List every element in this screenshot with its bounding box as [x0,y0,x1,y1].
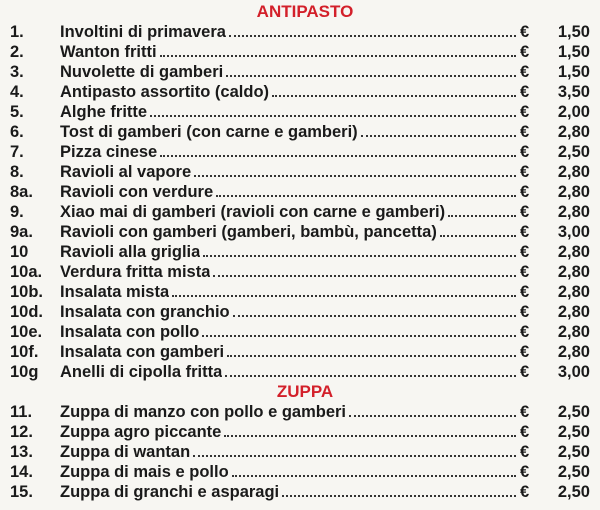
menu-item [0,162,600,182]
currency-symbol: € [520,483,530,501]
item-number: 10f. [10,343,39,361]
dot-leader [202,322,516,337]
item-number: 5. [10,103,24,121]
price-value: 3,50 [557,83,590,101]
dot-leader [226,62,516,77]
dot-leader [194,162,516,177]
item-name: Zuppa di mais e pollo [60,463,229,481]
item-price [520,462,590,482]
item-name: Insalata con granchio [60,303,230,321]
dot-leader [224,422,516,437]
currency-symbol: € [520,223,530,241]
price-value: 2,80 [557,283,590,301]
menu-item [0,262,600,282]
price-value: 1,50 [557,43,590,61]
item-number: 3. [10,63,24,81]
dot-leader [160,42,516,57]
currency-symbol: € [520,103,530,121]
menu-item [0,442,600,462]
item-price [520,362,590,382]
price-value: 3,00 [557,363,590,381]
menu-item [0,202,600,222]
price-value: 2,80 [557,203,590,221]
dot-leader [233,302,516,317]
dot-leader [349,402,516,417]
menu-item [0,42,600,62]
price-value: 2,50 [557,143,590,161]
item-number: 10g [10,363,39,381]
currency-symbol: € [520,243,530,261]
menu-item [0,222,600,242]
item-name: Insalata con gamberi [60,343,225,361]
item-price [520,162,590,182]
price-value: 2,80 [557,303,590,321]
item-number: 9a. [10,223,33,241]
currency-symbol: € [520,363,530,381]
currency-symbol: € [520,263,530,281]
item-name: Ravioli al vapore [60,163,192,181]
menu-item [0,282,600,302]
item-price [520,22,590,42]
price-value: 2,50 [557,483,590,501]
item-price [520,242,590,262]
price-value: 2,50 [557,463,590,481]
item-name: Ravioli alla griglia [60,243,201,261]
item-price [520,422,590,442]
menu-item [0,82,600,102]
item-number: 7. [10,143,24,161]
currency-symbol: € [520,283,530,301]
item-name: Zuppa di manzo con pollo e gamberi [60,403,347,421]
currency-symbol: € [520,203,530,221]
section-title: ZUPPA [276,382,334,401]
menu-item [0,422,600,442]
item-price [520,82,590,102]
item-number: 11. [10,403,33,421]
item-price [520,402,590,422]
menu-item [0,402,600,422]
dot-leader [232,462,516,477]
item-name: Alghe fritte [60,103,148,121]
currency-symbol: € [520,323,530,341]
item-price [520,302,590,322]
currency-symbol: € [520,83,530,101]
item-number: 9. [10,203,24,221]
dot-leader [282,482,516,497]
item-name: Xiao mai di gamberi (ravioli con carne e gamberi) [60,203,446,221]
currency-symbol: € [520,23,530,41]
menu-item [0,62,600,82]
section-title: ANTIPASTO [256,2,354,21]
currency-symbol: € [520,43,530,61]
item-price [520,322,590,342]
currency-symbol: € [520,423,530,441]
item-name: Zuppa di wantan [60,443,191,461]
item-number: 10b. [10,283,44,301]
item-price [520,42,590,62]
menu-item [0,22,600,42]
dot-leader [216,182,516,197]
currency-symbol: € [520,303,530,321]
item-price [520,222,590,242]
currency-symbol: € [520,443,530,461]
menu-item [0,102,600,122]
item-name: Anelli di cipolla fritta [60,363,223,381]
item-number: 12. [10,423,33,441]
item-price [520,442,590,462]
item-name: Insalata con pollo [60,323,200,341]
item-price [520,282,590,302]
menu-item [0,302,600,322]
price-value: 2,50 [557,443,590,461]
item-number: 14. [10,463,33,481]
menu-item [0,362,600,382]
item-name: Involtini di primavera [60,23,226,41]
currency-symbol: € [520,343,530,361]
item-name: Wanton fritti [60,43,157,61]
dot-leader [150,102,516,117]
dot-leader [227,342,516,357]
item-price [520,62,590,82]
currency-symbol: € [520,183,530,201]
item-number: 13. [10,443,33,461]
item-name: Ravioli con gamberi (gamberi, bambù, pancetta) [60,223,437,241]
menu-item [0,342,600,362]
item-price [520,202,590,222]
dot-leader [225,362,516,377]
item-name: Insalata mista [60,283,170,301]
item-price [520,262,590,282]
dot-leader [160,142,516,157]
price-value: 1,50 [557,23,590,41]
menu-item [0,482,600,502]
dot-leader [229,22,516,37]
price-value: 2,00 [557,103,590,121]
item-number: 10d. [10,303,44,321]
item-price [520,182,590,202]
item-price [520,102,590,122]
item-name: Tost di gamberi (con carne e gamberi) [60,123,358,141]
price-value: 2,80 [557,323,590,341]
menu-item [0,462,600,482]
item-price [520,142,590,162]
item-number: 10 [10,243,29,261]
currency-symbol: € [520,143,530,161]
price-value: 1,50 [557,63,590,81]
currency-symbol: € [520,403,530,421]
dot-leader [272,82,516,97]
price-value: 2,80 [557,343,590,361]
price-value: 2,50 [557,423,590,441]
dot-leader [213,262,516,277]
item-number: 10e. [10,323,43,341]
price-value: 2,80 [557,183,590,201]
item-number: 15. [10,483,33,501]
menu-item [0,142,600,162]
price-value: 2,80 [557,163,590,181]
item-name: Verdura fritta mista [60,263,211,281]
currency-symbol: € [520,463,530,481]
menu-item [0,242,600,262]
price-value: 2,50 [557,403,590,421]
item-price [520,482,590,502]
item-name: Pizza cinese [60,143,158,161]
item-number: 4. [10,83,24,101]
menu-list [0,2,600,502]
item-price [520,122,590,142]
dot-leader [440,222,516,237]
dot-leader [193,442,516,457]
menu-item [0,122,600,142]
price-value: 3,00 [557,223,590,241]
item-number: 1. [10,23,24,41]
price-value: 2,80 [557,243,590,261]
currency-symbol: € [520,63,530,81]
item-number: 8. [10,163,24,181]
item-price [520,342,590,362]
price-value: 2,80 [557,123,590,141]
item-name: Nuvolette di gamberi [60,63,224,81]
item-name: Zuppa di granchi e asparagi [60,483,280,501]
item-number: 2. [10,43,24,61]
menu-item [0,322,600,342]
item-name: Ravioli con verdure [60,183,214,201]
item-number: 10a. [10,263,43,281]
item-name: Antipasto assortito (caldo) [60,83,270,101]
menu-item [0,182,600,202]
dot-leader [448,202,516,217]
item-name: Zuppa agro piccante [60,423,222,441]
item-number: 6. [10,123,24,141]
dot-leader [203,242,516,257]
price-value: 2,80 [557,263,590,281]
currency-symbol: € [520,123,530,141]
dot-leader [172,282,516,297]
dot-leader [361,122,516,137]
item-number: 8a. [10,183,33,201]
currency-symbol: € [520,163,530,181]
